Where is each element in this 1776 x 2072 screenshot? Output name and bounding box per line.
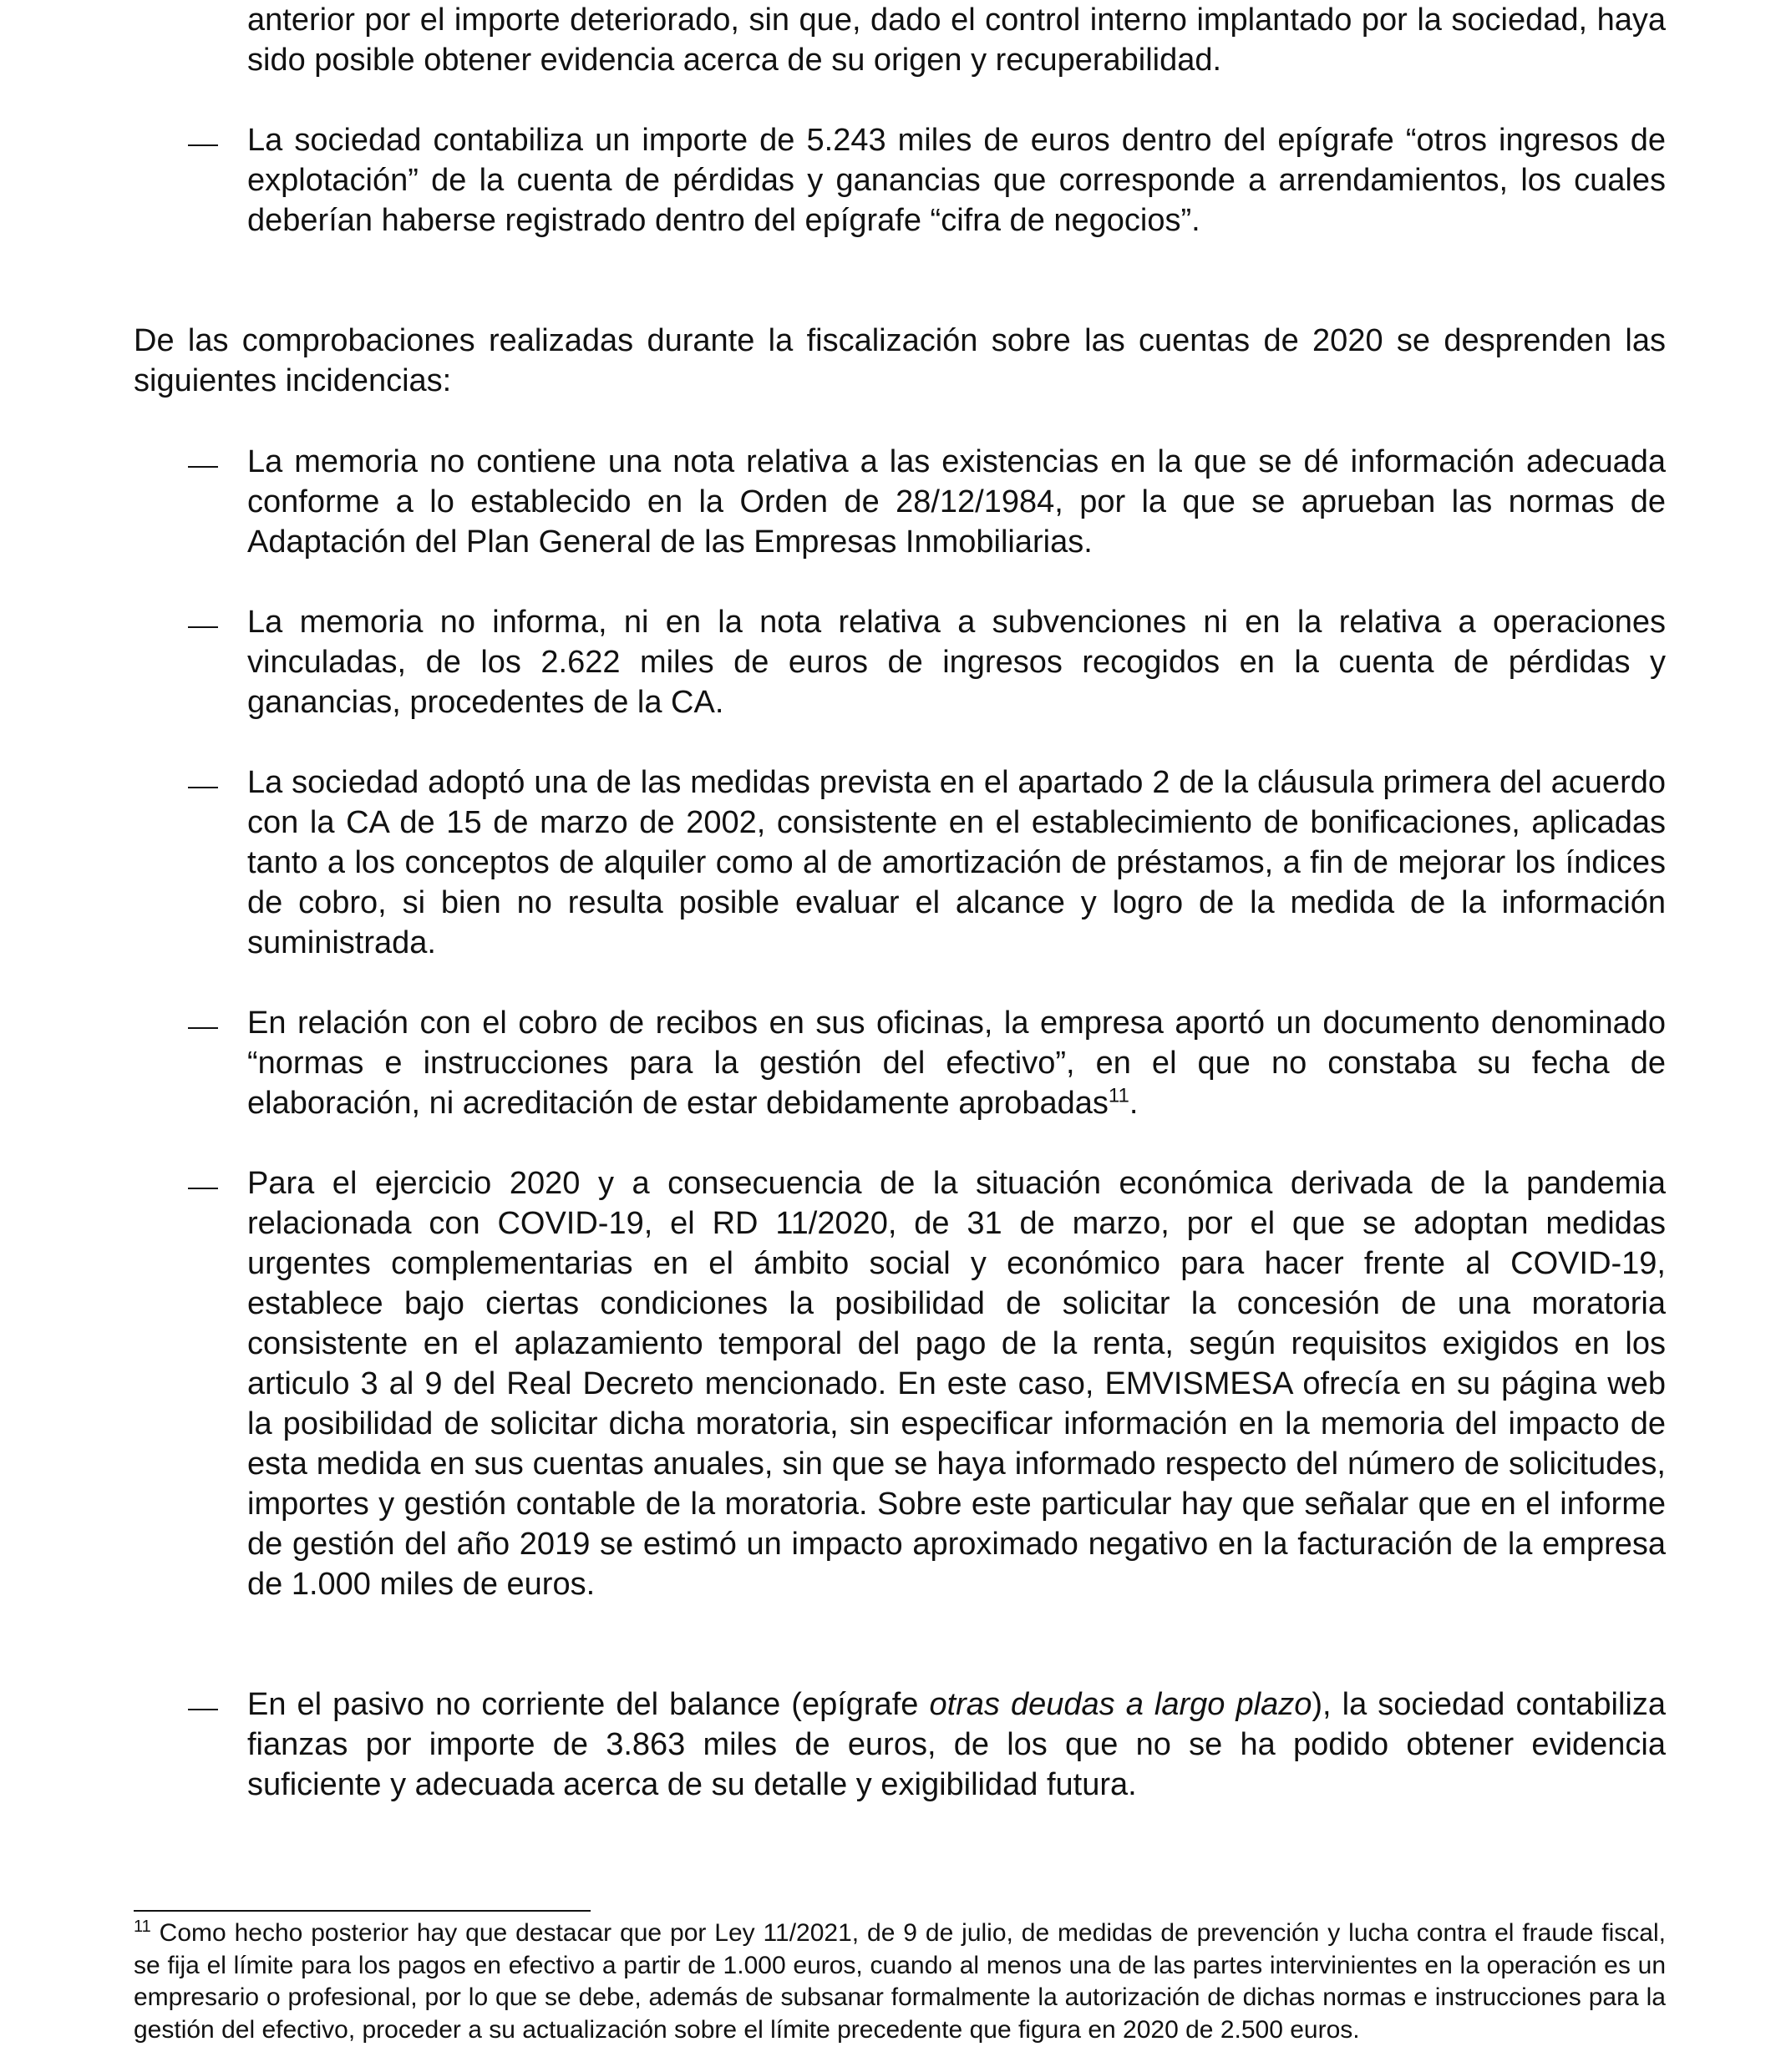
- bullet-dash: [188, 787, 218, 788]
- bullet-paragraph-fianzas: [247, 1684, 1666, 1805]
- bullet-dash: [188, 144, 218, 146]
- bullet-paragraph-otros-ingresos: La sociedad contabiliza un importe de 5.243 miles de euros dentro del epígrafe “otros ingresos de explotación” de la cuenta de pérdidas y ganancias que corresponde a arrendamientos, los cuales deberían haberse registrado dentro del epígrafe “cifra de negocios”.: [247, 123, 1666, 238]
- paragraph-end: .: [1129, 1086, 1139, 1121]
- paragraph-text: ), la sociedad contabiliza fianzas por importe de 3.863 miles de euros, de los que no se ha podido obtener evidencia suficiente y adecuada acerca de su detalle y exigibilidad futura.: [247, 1687, 1666, 1802]
- bullet-paragraph-moratoria: Para el ejercicio 2020 y a consecuencia de la situación económica derivada de la pandemia relacionada con COVID-19, el RD 11/2020, de 31 de marzo, por el que se adoptan medidas urgentes complementarias en el ámbito social y económico para hacer frente al COVID-19, establece bajo ciertas condiciones la posibilidad de solicitar la concesión de una moratoria consistente en el aplazamiento temporal del pago de la renta, según requisitos exigidos en los articulo 3 al 9 del Real Decreto mencionado. En este caso, EMVISMESA ofrecía en su página web la posibilidad de solicitar dicha moratoria, sin especificar información en la memoria del impacto de esta medida en sus cuentas anuales, sin que se haya informado respecto del número de solicitudes, importes y gestión contable de la moratoria. Sobre este particular hay que señalar que en el informe de gestión del año 2019 se estimó un impacto aproximado negativo en la facturación de la empresa de 1.000 miles de euros.: [247, 1166, 1666, 1602]
- bullet-dash: [188, 1027, 218, 1029]
- footnote-reference[interactable]: 11: [1108, 1084, 1129, 1107]
- bullet-paragraph-bonificaciones: La sociedad adoptó una de las medidas prevista en el apartado 2 de la cláusula primera del acuerdo con la CA de 15 de marzo de 2002, consistente en el establecimiento de bonificaciones, aplicadas tanto a los conceptos de alquiler como al de amortización de préstamos, a fin de mejorar los índices de cobro, si bien no resulta posible evaluar el alcance y logro de la medida de la información suministrada.: [247, 765, 1666, 960]
- bullet-dash: [188, 626, 218, 628]
- bullet-paragraph-subvenciones: La memoria no informa, ni en la nota relativa a subvenciones ni en la relativa a operaciones vinculadas, de los 2.622 miles de euros de ingresos recogidos en la cuenta de pérdidas y ganancias, procedentes de la CA.: [247, 605, 1666, 720]
- paragraph-continuation: anterior por el importe deteriorado, sin que, dado el control interno implantado por la sociedad, haya sido posible obtener evidencia acerca de su origen y recuperabilidad.: [247, 3, 1666, 78]
- footnote: [134, 1917, 1666, 2046]
- bullet-dash: [188, 1709, 218, 1710]
- footnote-number: 11: [134, 1917, 151, 1936]
- bullet-dash: [188, 466, 218, 468]
- footnote-text: Como hecho posterior hay que destacar que por Ley 11/2021, de 9 de julio, de medidas de prevención y lucha contra el fraude fiscal, se fija el límite para los pagos en efectivo a partir de 1.000 euros, cuando al menos una de las partes intervinientes en la operación es un empresario o profesional, por lo que se debe, además de subsanar formalmente la autorización de dichas normas e instrucciones para la gestión del efectivo, proceder a su actualización sobre el límite precedente que figura en 2020 de 2.500 euros.: [134, 1919, 1666, 2044]
- bullet-paragraph-existencias: La memoria no contiene una nota relativa a las existencias en la que se dé información adecuada conforme a lo establecido en la Orden de 28/12/1984, por la que se aprueban las normas de Adaptación del Plan General de las Empresas Inmobiliarias.: [247, 444, 1666, 560]
- paragraph-text: En el pasivo no corriente del balance (epígrafe: [247, 1687, 930, 1722]
- bullet-paragraph-cobro-recibos: [247, 1003, 1666, 1123]
- intro-paragraph-incidencias: De las comprobaciones realizadas durante la fiscalización sobre las cuentas de 2020 se desprenden las siguientes incidencias:: [134, 323, 1666, 398]
- bullet-dash: [188, 1188, 218, 1189]
- italic-term: otras deudas a largo plazo: [929, 1687, 1312, 1722]
- footnote-separator: [134, 1910, 591, 1912]
- paragraph-text: En relación con el cobro de recibos en sus oficinas, la empresa aportó un documento denominado “normas e instrucciones para la gestión del efectivo”, en el que no constaba su fecha de elaboración, ni acreditación de estar debidamente aprobadas: [247, 1006, 1666, 1121]
